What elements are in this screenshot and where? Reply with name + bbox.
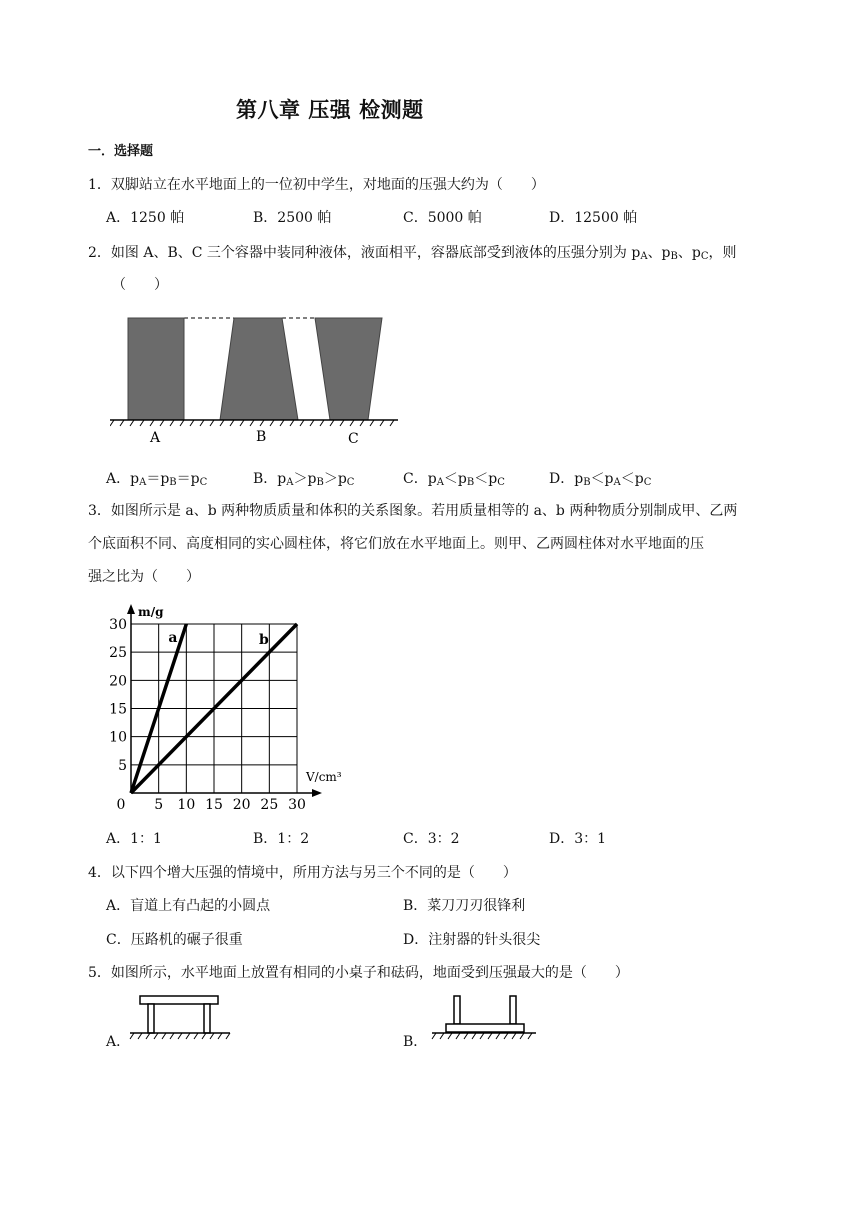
question-2-stem-cont: （ ） bbox=[112, 277, 168, 293]
table-top bbox=[446, 1024, 524, 1032]
question-3-stem-line-2: 个底面积不同、高度相同的实心圆柱体，将它们放在水平地面上。则甲、乙两圆柱体对水平地面的压 bbox=[88, 536, 704, 552]
q4-option-c: C．压路机的碾子很重 bbox=[106, 932, 243, 948]
ground-hatching bbox=[130, 1033, 230, 1039]
q1-option-c: C．5000 帕 bbox=[403, 210, 482, 226]
y-tick-label: 25 bbox=[109, 645, 127, 662]
question-1-stem: 1．双脚站立在水平地面上的一位初中学生，对地面的压强大约为（ ） bbox=[88, 177, 545, 193]
section-heading: 一．选择题 bbox=[88, 144, 154, 159]
q5-option-a-label: A． bbox=[106, 1034, 131, 1050]
page-title: 第八章 压强 检测题 bbox=[236, 98, 424, 122]
table-leg-left bbox=[454, 996, 460, 1024]
table-leg-left bbox=[148, 1004, 154, 1033]
q2-option-d: D．$p_B<p_A<p_C$ bbox=[549, 471, 652, 488]
y-axis-arrow bbox=[127, 604, 135, 614]
question-3-stem-line-3: 强之比为（ ） bbox=[88, 569, 200, 585]
ground-hatching bbox=[110, 420, 394, 426]
q1-option-b: B．2500 帕 bbox=[253, 210, 332, 226]
container-label-c: C bbox=[348, 431, 359, 447]
container-label-b: B bbox=[256, 429, 267, 445]
q4-option-b: B．菜刀刀刃很锋利 bbox=[403, 898, 526, 914]
q2-option-b: B．$p_A>p_B>p_C$ bbox=[253, 471, 355, 488]
q3-option-a: A．1：1 bbox=[106, 831, 162, 847]
table-top bbox=[140, 996, 218, 1004]
container-a bbox=[128, 318, 184, 420]
containers-figure bbox=[110, 312, 400, 448]
x-tick-label: 20 bbox=[232, 797, 251, 812]
q5-figure-b-table-inverted bbox=[428, 992, 540, 1044]
question-2-stem: 2．如图 A、B、C 三个容器中装同种液体，液面相平，容器底部受到液体的压强分别为 $p_A$、$p_B$、$p_C$，则 bbox=[88, 245, 737, 262]
question-4-stem: 4．以下四个增大压强的情境中，所用方法与另三个不同的是（ ） bbox=[88, 865, 517, 881]
question-3-stem-line-1: 3．如图所示是 a、b 两种物质质量和体积的关系图象。若用质量相等的 a、b 两种物质分别制成甲、乙两 bbox=[88, 503, 738, 519]
q1-option-d: D．12500 帕 bbox=[549, 210, 638, 226]
series-label-a: a bbox=[168, 630, 178, 646]
q3-option-d: D．3：1 bbox=[549, 831, 607, 847]
container-c bbox=[315, 318, 382, 420]
table-leg-right bbox=[510, 996, 516, 1024]
y-tick-label: 30 bbox=[109, 617, 127, 633]
x-tick-label: 5 bbox=[154, 797, 164, 812]
x-axis-arrow bbox=[312, 789, 322, 797]
series-label-b: b bbox=[259, 632, 269, 648]
q1-option-a: A．1250 帕 bbox=[106, 210, 185, 226]
x-tick-label: 25 bbox=[260, 797, 279, 812]
q2-option-a: A．$p_A=p_B=p_C$ bbox=[106, 471, 208, 488]
q2-option-c: C．$p_A<p_B<p_C$ bbox=[403, 471, 505, 488]
ground-hatching bbox=[432, 1033, 532, 1039]
container-label-a: A bbox=[150, 430, 161, 446]
q3-option-b: B．1：2 bbox=[253, 831, 310, 847]
x-tick-label: 10 bbox=[177, 797, 196, 812]
y-tick-label: 15 bbox=[109, 701, 127, 718]
q4-option-d: D．注射器的针头很尖 bbox=[403, 932, 541, 948]
y-axis-label: m/g bbox=[138, 605, 164, 619]
q4-option-a: A．盲道上有凸起的小圆点 bbox=[106, 898, 271, 914]
y-tick-label: 5 bbox=[118, 757, 127, 774]
y-tick-label: 20 bbox=[109, 673, 127, 690]
x-axis-label: V/cm³ bbox=[306, 770, 342, 784]
q3-option-c: C．3：2 bbox=[403, 831, 460, 847]
q5-option-b-label: B． bbox=[403, 1034, 428, 1050]
question-5-stem: 5．如图所示，水平地面上放置有相同的小桌子和砝码，地面受到压强最大的是（ ） bbox=[88, 965, 629, 981]
x-tick-label: 30 bbox=[288, 797, 306, 812]
mass-volume-chart bbox=[100, 600, 360, 812]
q5-figure-a-table-upright bbox=[128, 992, 232, 1044]
x-tick-label: 0 bbox=[116, 797, 126, 812]
x-tick-label: 15 bbox=[205, 797, 223, 812]
y-tick-label: 10 bbox=[109, 729, 127, 746]
table-leg-right bbox=[204, 1004, 210, 1033]
container-b bbox=[220, 318, 298, 420]
